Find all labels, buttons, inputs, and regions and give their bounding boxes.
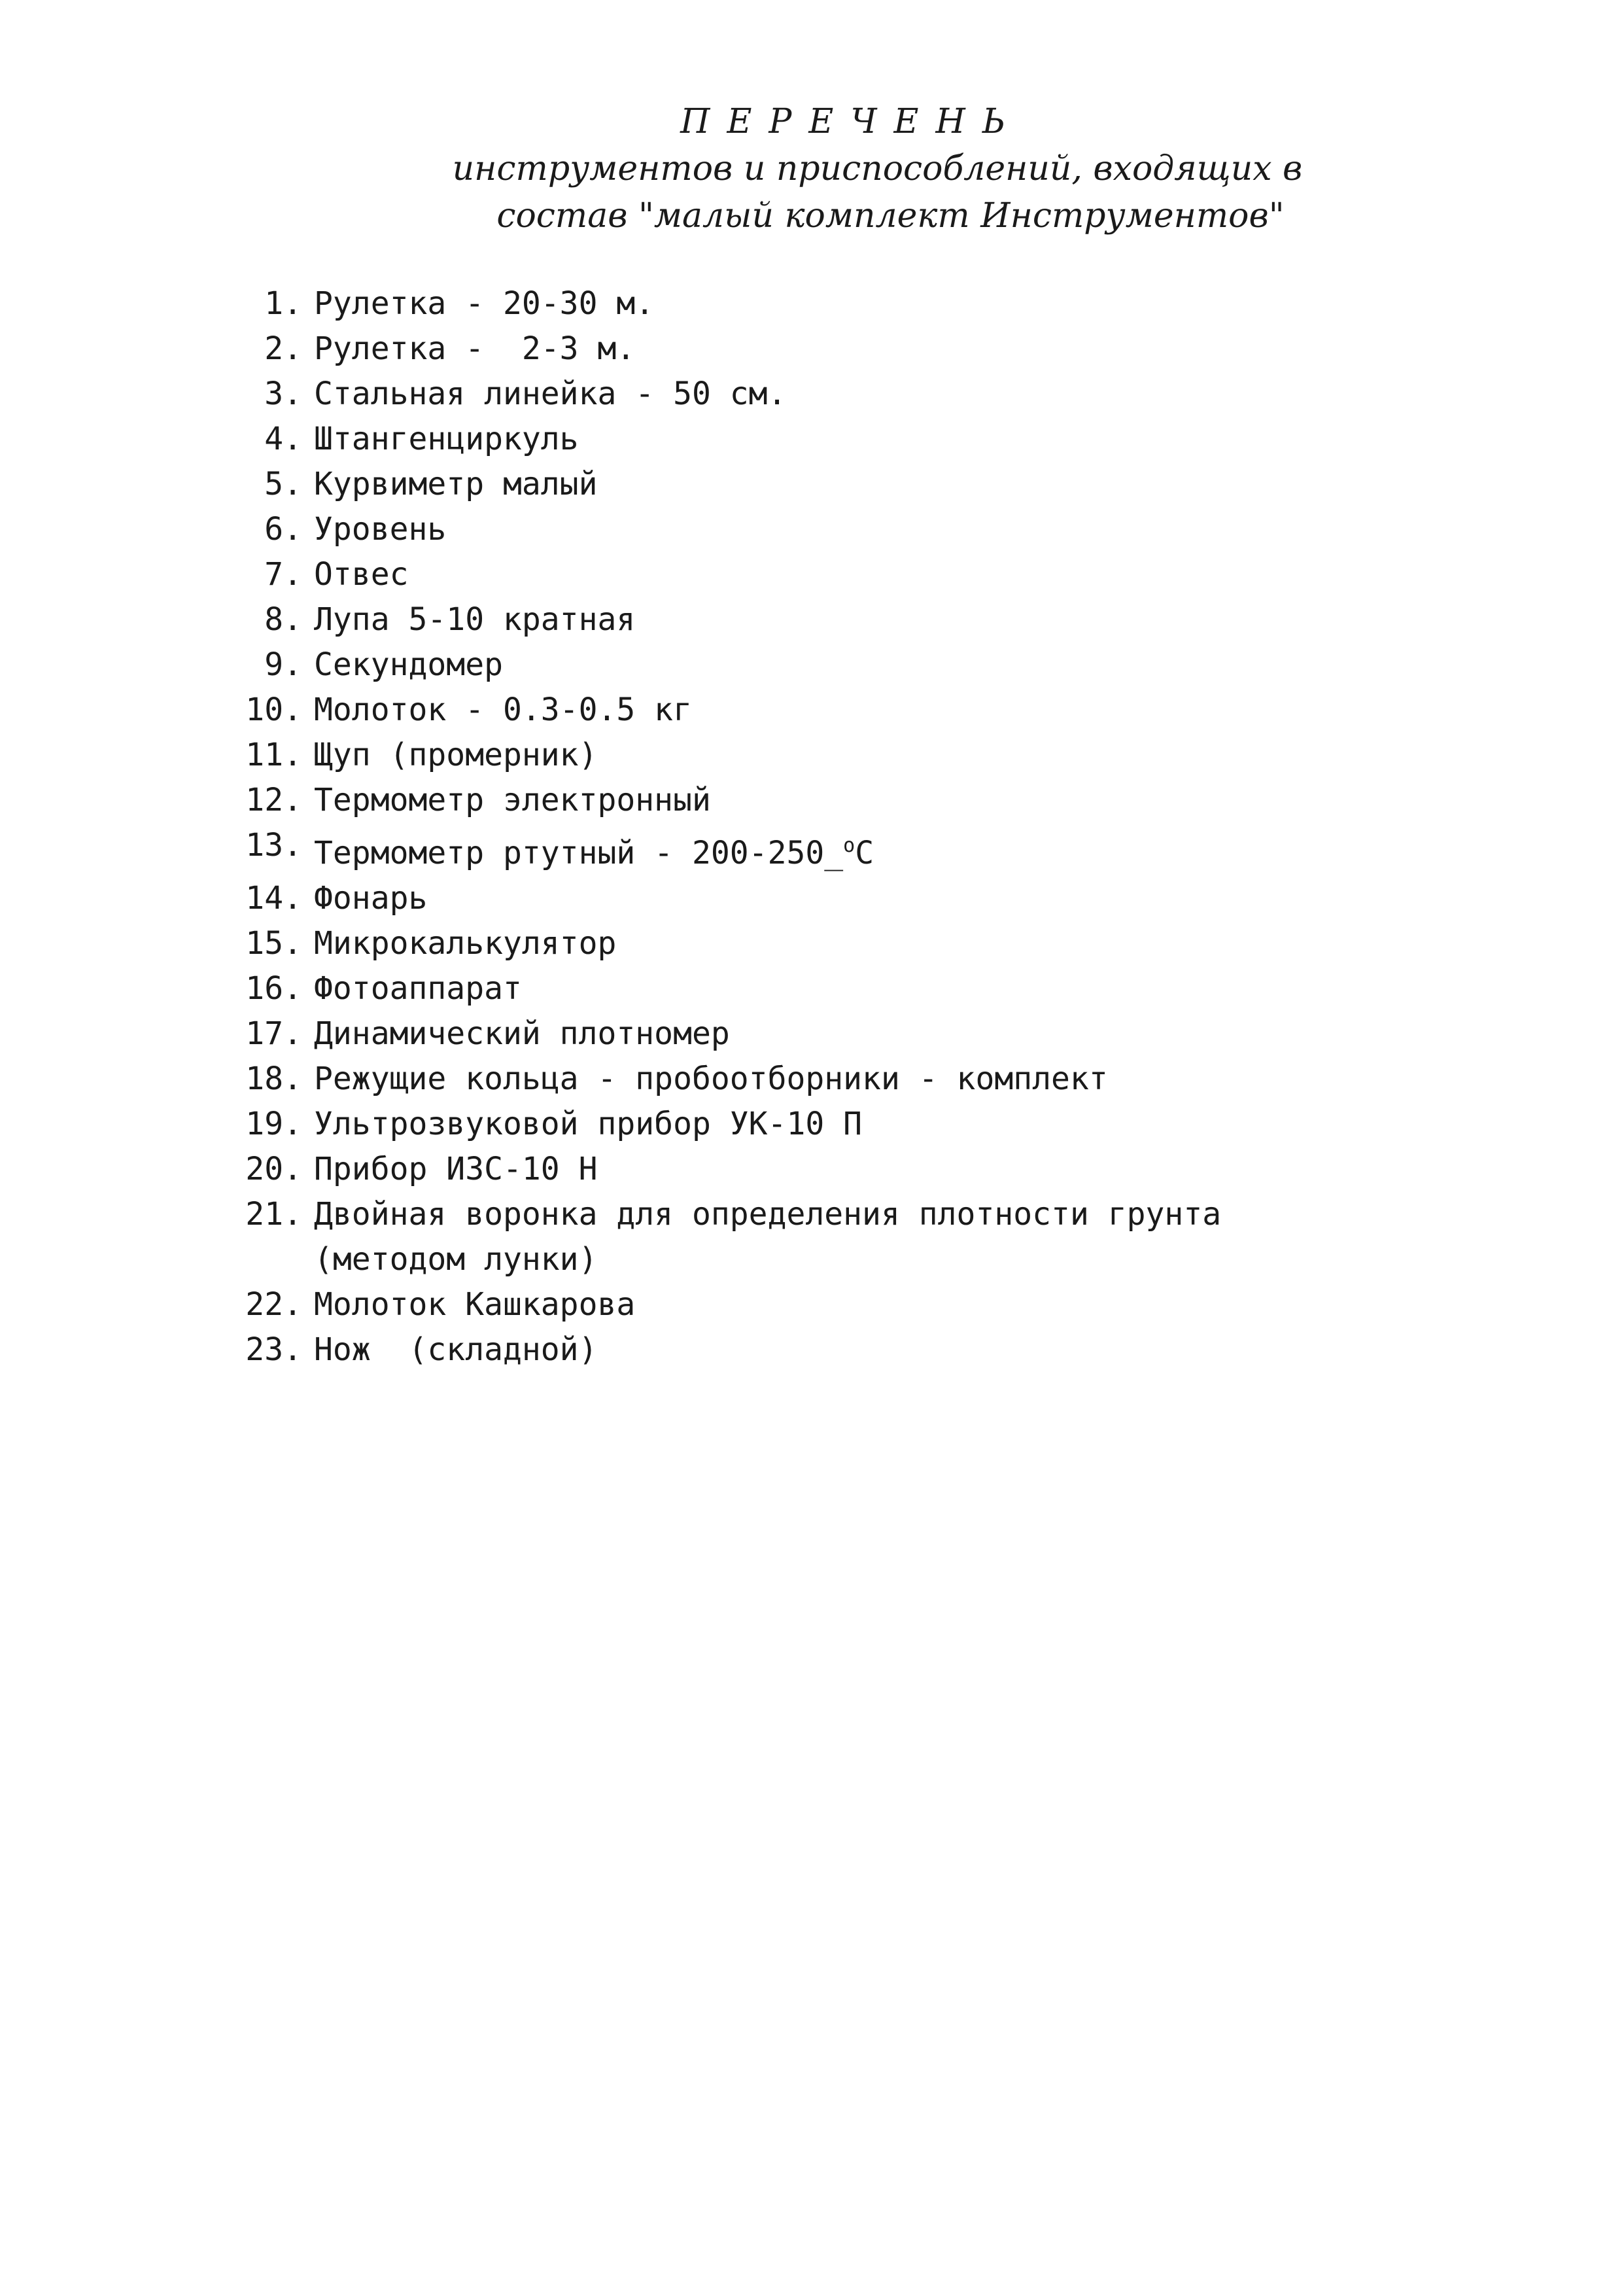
- list-item: [226, 417, 1338, 462]
- list-item-text: Молоток Кашкарова: [314, 1286, 636, 1323]
- list-item-number: 22.: [245, 1286, 302, 1323]
- list-item-text: Термометр электронный: [314, 782, 711, 818]
- list-item: [226, 876, 1338, 921]
- list-item: [226, 372, 1338, 417]
- list-item-text: Фотоаппарат: [314, 970, 522, 1007]
- list-item-text: Динамический плотномер: [314, 1015, 730, 1052]
- list-item-number: 20.: [245, 1151, 302, 1187]
- list-item: [226, 823, 1338, 876]
- list-item: [226, 966, 1338, 1011]
- degree-sign: o: [843, 834, 855, 857]
- page-title: ПЕРЕЧЕНЬ: [680, 102, 1022, 141]
- list-item: [226, 1102, 1338, 1147]
- instrument-list: [226, 281, 1338, 1373]
- document-heading: [0, 98, 1624, 239]
- list-item-number: 19.: [245, 1106, 302, 1142]
- list-item-text: Щуп (промерник): [314, 737, 598, 773]
- list-item: [226, 1327, 1338, 1373]
- list-item-number: 5.: [264, 466, 302, 502]
- list-item: [226, 778, 1338, 823]
- list-item: [226, 462, 1338, 507]
- list-item: [226, 326, 1338, 372]
- list-item-text: Прибор ИЗС-10 Н: [314, 1151, 598, 1187]
- list-item: [226, 1282, 1338, 1327]
- list-item-number: 12.: [245, 782, 302, 818]
- list-item-text: Курвиметр малый: [314, 466, 598, 502]
- list-item-number: 14.: [245, 880, 302, 917]
- list-item-number: 11.: [245, 737, 302, 773]
- list-item-number: 10.: [245, 692, 302, 728]
- list-item: [226, 688, 1338, 733]
- list-item-number: 2.: [264, 330, 302, 367]
- list-item-number: 8.: [264, 601, 302, 638]
- list-item: [226, 281, 1338, 326]
- list-item-text: Нож (складной): [314, 1331, 598, 1368]
- list-item-number: 9.: [264, 646, 302, 683]
- list-item-number: 1.: [264, 285, 302, 322]
- list-item-number: 18.: [245, 1060, 302, 1097]
- list-item-number: 4.: [264, 421, 302, 457]
- list-item-text: Штангенциркуль: [314, 421, 579, 457]
- list-item: [226, 1011, 1338, 1057]
- list-item-text: Рулетка - 2-3 м.: [314, 330, 636, 367]
- list-item-number: 16.: [245, 970, 302, 1007]
- list-item-text: Рулетка - 20-30 м.: [314, 285, 655, 322]
- list-item-text: [314, 823, 874, 876]
- list-item-text: Стальная линейка - 50 см.: [314, 376, 787, 412]
- list-item-number: 21.: [245, 1196, 302, 1233]
- list-item-text: Режущие кольца - пробоотборники - комплект: [314, 1060, 1108, 1097]
- list-item-number: 6.: [264, 511, 302, 548]
- page-subtitle-line-1: инструментов и приспособлений, входящих в: [452, 149, 1303, 188]
- list-item-text: Фонарь: [314, 880, 428, 917]
- list-item-text-unit: C: [855, 835, 874, 871]
- list-item-text-main: Термометр ртутный - 200-250_: [314, 835, 844, 871]
- list-item: [226, 507, 1338, 552]
- list-item-text: Двойная воронка для определения плотности грунта: [314, 1196, 1222, 1233]
- list-item-number: 15.: [245, 925, 302, 962]
- list-item: [226, 921, 1338, 966]
- list-item-number: 13.: [245, 827, 302, 864]
- list-item-text: Лупа 5-10 кратная: [314, 601, 636, 638]
- list-item-number: 23.: [245, 1331, 302, 1368]
- list-item-number: 17.: [245, 1015, 302, 1052]
- list-item: [226, 1057, 1338, 1102]
- page-subtitle-line-2: состав "малый комплект Инструментов": [496, 196, 1285, 236]
- list-item: [226, 642, 1338, 688]
- list-item-continuation: (методом лунки): [314, 1241, 598, 1278]
- list-item-text: Отвес: [314, 556, 409, 593]
- list-item-number: 3.: [264, 376, 302, 412]
- list-item: [226, 597, 1338, 642]
- list-item: [226, 1192, 1338, 1237]
- list-item: [226, 552, 1338, 597]
- list-item: [226, 1147, 1338, 1192]
- list-item-text: Уровень: [314, 511, 447, 548]
- list-item-text: Секундомер: [314, 646, 503, 683]
- list-item-text: Микрокалькулятор: [314, 925, 617, 962]
- list-item: [226, 733, 1338, 778]
- list-item-text: Молоток - 0.3-0.5 кг: [314, 692, 692, 728]
- list-item-number: 7.: [264, 556, 302, 593]
- list-item-text: Ультрозвуковой прибор УК-10 П: [314, 1106, 863, 1142]
